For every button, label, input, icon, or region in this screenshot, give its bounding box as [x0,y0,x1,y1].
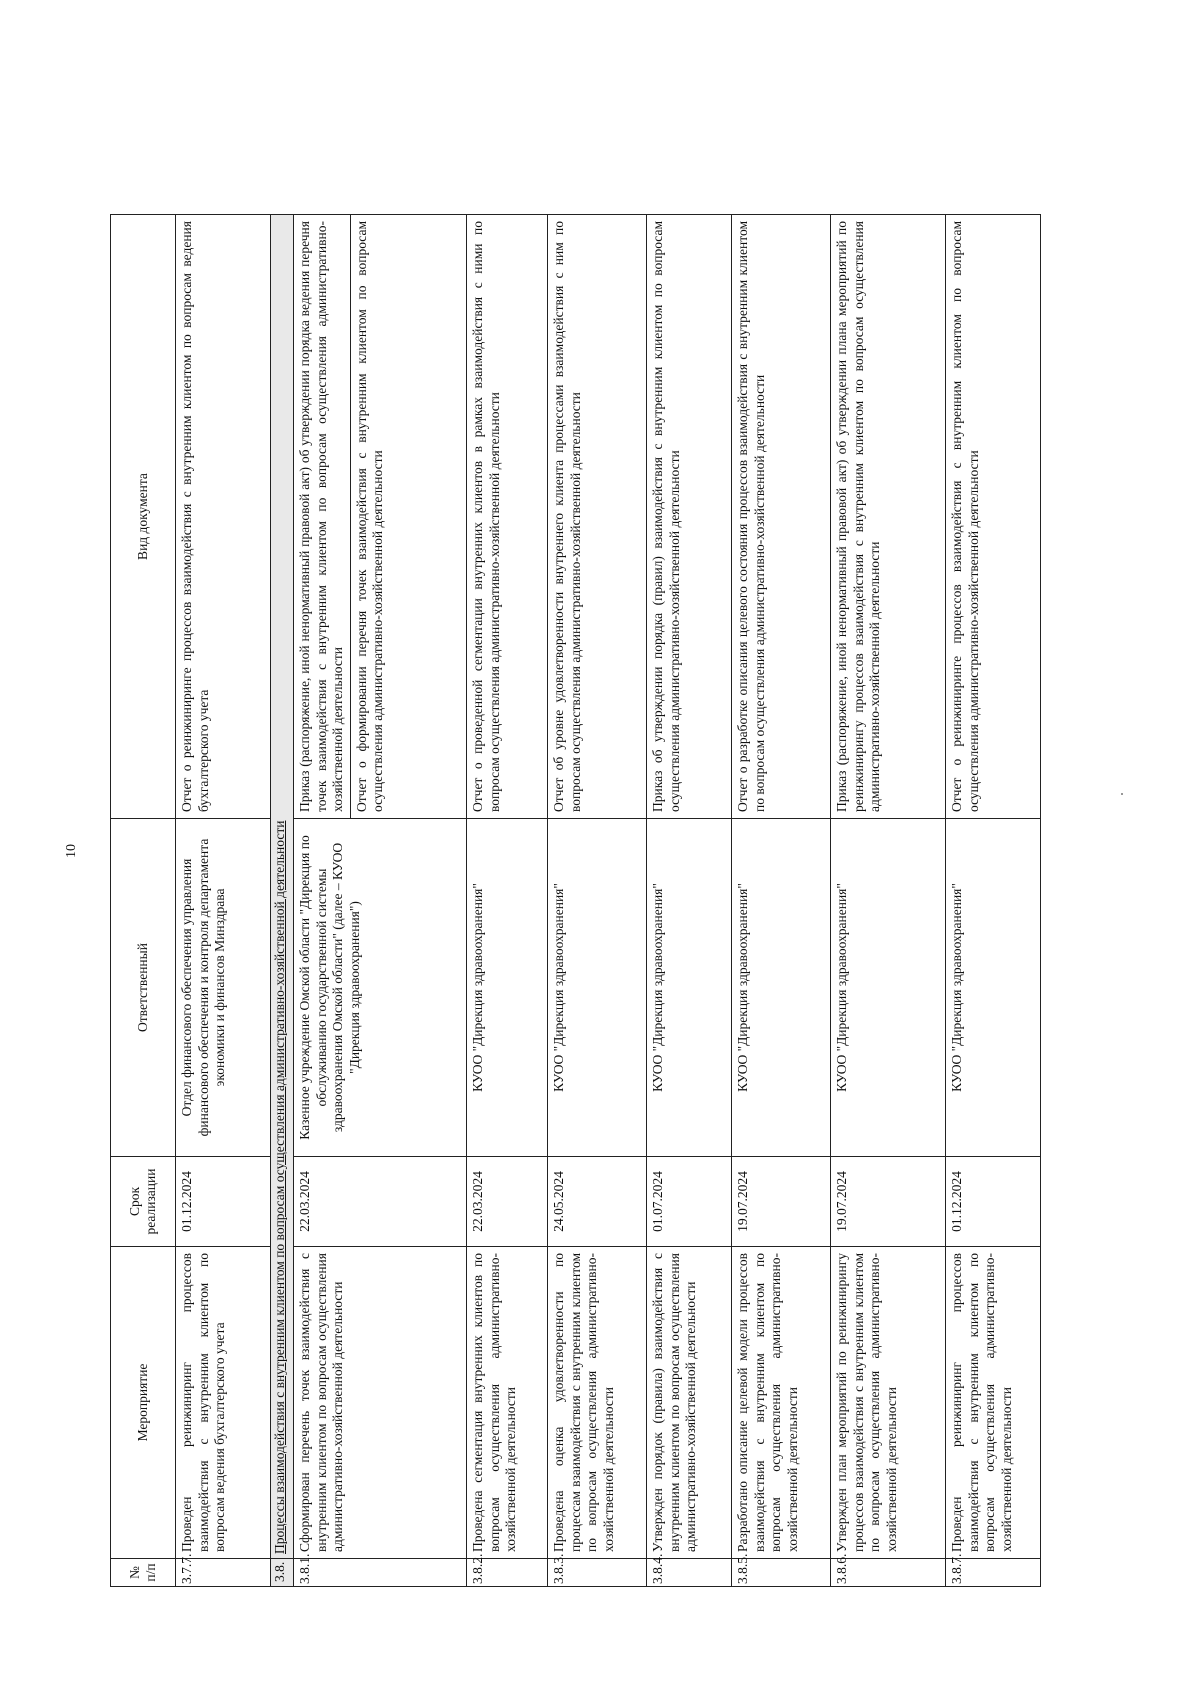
row-responsible: КУОО "Дирекция здравоохранения" [732,819,831,1157]
row-responsible: Казенное учреждение Омской области "Дирекция по обслуживанию государственной системы здравоохранения Омской области" (далее – КУОО "Дирекция здравоохранения") [294,819,467,1157]
row-responsible: Отдел финансового обеспечения управления финансового обеспечения и контроля департамента экономики и финансов Минздрава [176,819,271,1157]
row-document: Отчет о разработке описания целевого состояния процессов взаимодействия с внутренним клиентом по вопросам осуществления административно-хозяйственной деятельности [732,215,831,819]
header-responsible: Ответственный [111,819,176,1157]
row-activity: Утвержден план мероприятий по реинжинирингу процессов взаимодействия с внутренним клиентом по вопросам осуществления административно-хозяйственной деятельности [831,1247,946,1559]
row-deadline: 19.07.2024 [732,1157,831,1247]
row-deadline: 22.03.2024 [294,1157,467,1247]
header-activity: Мероприятие [111,1247,176,1559]
row-deadline: 22.03.2024 [467,1157,548,1247]
row-activity: Разработано описание целевой модели процессов взаимодействия с внутренним клиентом по вопросам осуществления административно-хозяйственной деятельности [732,1247,831,1559]
table-row-3-8-3 [548,215,647,1587]
row-activity: Проведена оценка удовлетворенности по процессам взаимодействия с внутренним клиентом по вопросам осуществления административно-хозяйственной деятельности [548,1247,647,1559]
row-document: Приказ об утверждении порядка (правил) взаимодействия с внутренним клиентом по вопросам осуществления административно-хозяйственной деятельности [647,215,732,819]
row-document-part-1: Приказ (распоряжение, иной ненормативный правовой акт) об утверждении порядка ведения перечня точек взаимодействия с внутренним клиентом по вопросам осуществления административно-хозяйственной деятельности [297,221,345,812]
row-num: 3.8.1. [294,1559,467,1587]
row-document: Отчет о реинжиниринге процессов взаимодействия с внутренним клиентом по вопросам осуществления административно-хозяйственной деятельности [946,215,1041,819]
row-document: Отчет о проведенной сегментации внутренних клиентов в рамках взаимодействия с ними по вопросам осуществления административно-хозяйственной деятельности [467,215,548,819]
row-responsible: КУОО "Дирекция здравоохранения" [548,819,647,1157]
row-num: 3.8.6. [831,1559,946,1587]
row-activity: Проведена сегментация внутренних клиентов по вопросам осуществления административно-хозяйственной деятельности [467,1247,548,1559]
section-row-3-8 [271,215,294,1587]
row-num: 3.8.4. [647,1559,732,1587]
section-title-text: Процессы взаимодействия с внутренним клиентом по вопросам осуществления административно-хозяйственной деятельности [272,820,287,1554]
table-row-3-8-6 [831,215,946,1587]
row-document [294,215,467,819]
scan-speck [1121,793,1123,795]
row-num: 3.8.7. [946,1559,1041,1587]
row-deadline: 19.07.2024 [831,1157,946,1247]
row-responsible: КУОО "Дирекция здравоохранения" [467,819,548,1157]
row-num: 3.7.7. [176,1559,271,1587]
row-responsible: КУОО "Дирекция здравоохранения" [831,819,946,1157]
row-num: 3.8.2. [467,1559,548,1587]
row-document: Отчет о реинжиниринге процессов взаимодействия с внутренним клиентом по вопросам ведения бухгалтерского учета [176,215,271,819]
row-num: 3.8.5. [732,1559,831,1587]
table-row-3-8-4 [647,215,732,1587]
table-header-row [111,215,176,1587]
row-activity: Сформирован перечень точек взаимодействия с внутренним клиентом по вопросам осуществления административно-хозяйственной деятельности [294,1247,467,1559]
row-deadline: 01.12.2024 [946,1157,1041,1247]
header-deadline: Срок реализации [111,1157,176,1247]
row-deadline: 01.07.2024 [647,1157,732,1247]
table-row-3-8-1 [294,215,467,1587]
row-deadline: 01.12.2024 [176,1157,271,1247]
header-num: № п/п [111,1559,176,1587]
activities-table [110,214,1041,1587]
section-title [271,215,294,1559]
table-row-3-7-7 [176,215,271,1587]
table-row-3-8-7 [946,215,1041,1587]
row-num: 3.8.3. [548,1559,647,1587]
rotated-page-content [110,215,1060,1587]
row-activity: Проведен реинжиниринг процессов взаимодействия с внутренним клиентом по вопросам осуществления административно-хозяйственной деятельности [946,1247,1041,1559]
table-row-3-8-5 [732,215,831,1587]
header-document: Вид документа [111,215,176,819]
section-num: 3.8. [271,1559,294,1587]
table-row-3-8-2 [467,215,548,1587]
row-responsible: КУОО "Дирекция здравоохранения" [946,819,1041,1157]
row-activity: Проведен реинжиниринг процессов взаимодействия с внутренним клиентом по вопросам ведения бухгалтерского учета [176,1247,271,1559]
row-document: Приказ (распоряжение, иной ненормативный правовой акт) об утверждении плана мероприятий по реинжинирингу процессов взаимодействия с внутренним клиентом по вопросам осуществления административно-хозяйственной деятельности [831,215,946,819]
page-number: 10 [64,844,79,858]
row-deadline: 24.05.2024 [548,1157,647,1247]
row-document: Отчет об уровне удовлетворенности внутреннего клиента процессами взаимодействия с ним по вопросам осуществления административно-хозяйственной деятельности [548,215,647,819]
row-activity: Утвержден порядок (правила) взаимодействия с внутренним клиентом по вопросам осуществления административно-хозяйственной деятельности [647,1247,732,1559]
row-responsible: КУОО "Дирекция здравоохранения" [647,819,732,1157]
row-document-part-2: Отчет о формировании перечня точек взаимодействия с внутренним клиентом по вопросам осуществления административно-хозяйственной деятельности [350,215,387,818]
